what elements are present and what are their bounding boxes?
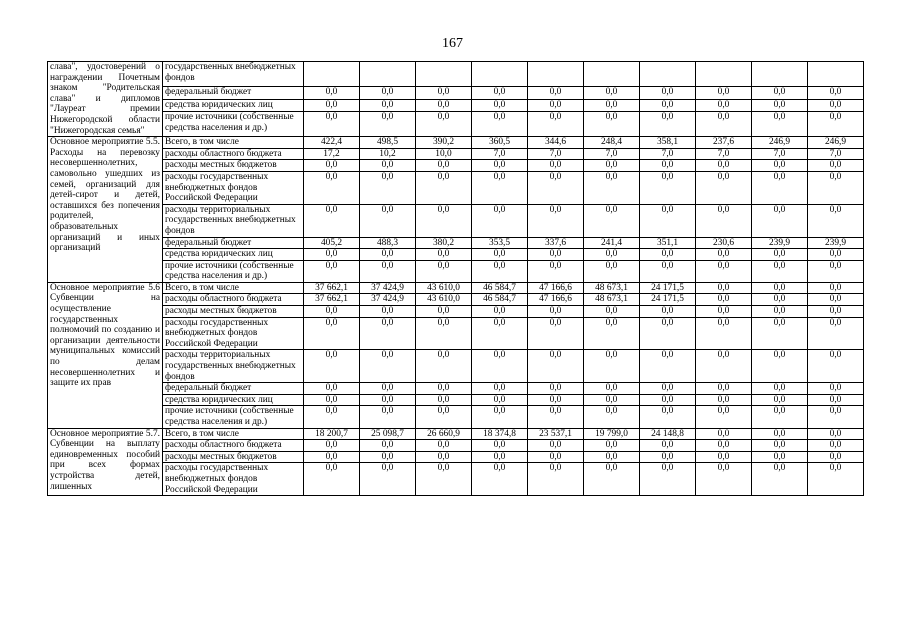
amount-cell: 0,0 [808,451,864,463]
amount-cell: 0,0 [752,306,808,318]
amount-cell: 0,0 [416,99,472,112]
amount-cell: 0,0 [528,249,584,261]
amount-cell: 0,0 [584,463,640,496]
amount-cell: 26 660,9 [416,428,472,440]
table-row [48,260,864,282]
amount-cell: 360,5 [472,137,528,149]
amount-cell: 0,0 [808,406,864,428]
amount-cell: 0,0 [416,317,472,350]
amount-cell: 405,2 [304,237,360,249]
amount-cell: 0,0 [528,171,584,204]
amount-cell: 0,0 [640,99,696,112]
table-row [48,383,864,395]
amount-cell: 7,0 [640,148,696,160]
amount-cell: 0,0 [808,463,864,496]
table-row [48,317,864,350]
amount-cell: 0,0 [640,306,696,318]
amount-cell: 0,0 [808,440,864,452]
amount-cell: 37 424,9 [360,294,416,306]
amount-cell: 0,0 [472,394,528,406]
funding-source-cell: средства юридических лиц [163,394,304,406]
amount-cell: 0,0 [472,249,528,261]
amount-cell: 0,0 [304,463,360,496]
amount-cell: 0,0 [528,86,584,99]
amount-cell: 0,0 [360,406,416,428]
amount-cell: 0,0 [696,463,752,496]
funding-source-cell: средства юридических лиц [163,99,304,112]
amount-cell: 0,0 [808,394,864,406]
amount-cell: 0,0 [808,112,864,137]
amount-cell: 0,0 [640,406,696,428]
amount-cell: 0,0 [528,160,584,172]
amount-cell: 0,0 [584,86,640,99]
amount-cell: 0,0 [416,112,472,137]
amount-cell: 0,0 [696,428,752,440]
amount-cell: 0,0 [752,171,808,204]
amount-cell: 0,0 [472,317,528,350]
amount-cell: 0,0 [640,204,696,237]
amount-cell: 24 171,5 [640,294,696,306]
amount-cell: 0,0 [640,86,696,99]
amount-cell: 0,0 [416,350,472,383]
amount-cell: 7,0 [472,148,528,160]
amount-cell: 0,0 [696,260,752,282]
amount-cell: 239,9 [752,237,808,249]
amount-cell: 0,0 [808,260,864,282]
amount-cell [584,62,640,87]
amount-cell: 46 584,7 [472,282,528,294]
amount-cell: 0,0 [304,260,360,282]
amount-cell: 0,0 [696,394,752,406]
amount-cell: 237,6 [696,137,752,149]
amount-cell: 0,0 [752,160,808,172]
amount-cell: 7,0 [696,148,752,160]
amount-cell: 0,0 [416,463,472,496]
amount-cell: 0,0 [304,317,360,350]
amount-cell: 25 098,7 [360,428,416,440]
amount-cell: 0,0 [584,394,640,406]
amount-cell: 0,0 [808,306,864,318]
amount-cell: 0,0 [696,99,752,112]
amount-cell: 37 662,1 [304,294,360,306]
amount-cell: 0,0 [304,204,360,237]
amount-cell: 48 673,1 [584,294,640,306]
amount-cell: 7,0 [528,148,584,160]
amount-cell: 0,0 [472,350,528,383]
funding-source-cell: прочие источники (собственные средства населения и др.) [163,406,304,428]
amount-cell: 0,0 [752,350,808,383]
activity-description: Основное мероприятие 5.5. Расходы на перевозку несовершеннолетних, самовольно ушедших из семей, организаций для детей-сирот и детей, оставшихся без попечения родителей, образовательных организаций и иных организаций [48,137,163,283]
amount-cell: 0,0 [360,249,416,261]
amount-cell: 0,0 [696,282,752,294]
amount-cell: 344,6 [528,137,584,149]
amount-cell: 0,0 [808,317,864,350]
amount-cell: 0,0 [472,86,528,99]
amount-cell: 0,0 [752,99,808,112]
amount-cell: 488,3 [360,237,416,249]
table-row [48,440,864,452]
amount-cell: 0,0 [416,451,472,463]
amount-cell [472,62,528,87]
funding-source-cell: средства юридических лиц [163,249,304,261]
amount-cell: 241,4 [584,237,640,249]
amount-cell: 0,0 [416,249,472,261]
amount-cell: 0,0 [752,428,808,440]
amount-cell: 0,0 [304,406,360,428]
amount-cell: 0,0 [640,350,696,383]
amount-cell: 0,0 [640,260,696,282]
amount-cell: 17,2 [304,148,360,160]
amount-cell: 0,0 [528,99,584,112]
amount-cell: 0,0 [360,160,416,172]
funding-source-cell: расходы территориальных государственных внебюджетных фондов [163,350,304,383]
amount-cell: 0,0 [360,112,416,137]
amount-cell: 0,0 [752,317,808,350]
amount-cell: 0,0 [304,99,360,112]
activity-description: Основное мероприятие 5.6 Субвенции на осуществление государственных полномочий по созданию и организации деятельности муниципальных комиссий по делам несовершеннолетних и защите их прав [48,282,163,428]
page-number: 167 [442,36,463,51]
amount-cell: 10,2 [360,148,416,160]
funding-source-cell: прочие источники (собственные средства населения и др.) [163,260,304,282]
amount-cell: 351,1 [640,237,696,249]
amount-cell: 10,0 [416,148,472,160]
amount-cell: 0,0 [640,463,696,496]
table-row [48,112,864,137]
amount-cell: 0,0 [640,112,696,137]
amount-cell: 7,0 [752,148,808,160]
amount-cell: 498,5 [360,137,416,149]
amount-cell: 0,0 [696,160,752,172]
amount-cell: 0,0 [360,306,416,318]
funding-source-cell: расходы областного бюджета [163,440,304,452]
amount-cell: 0,0 [752,112,808,137]
table-row [48,294,864,306]
amount-cell: 0,0 [640,317,696,350]
amount-cell: 0,0 [416,383,472,395]
amount-cell: 0,0 [304,306,360,318]
amount-cell: 0,0 [360,440,416,452]
amount-cell: 0,0 [360,86,416,99]
amount-cell: 0,0 [584,171,640,204]
amount-cell: 0,0 [472,451,528,463]
amount-cell [808,62,864,87]
amount-cell: 0,0 [752,204,808,237]
amount-cell: 0,0 [808,294,864,306]
amount-cell: 0,0 [304,249,360,261]
funding-source-cell: расходы государственных внебюджетных фондов Российской Федерации [163,317,304,350]
amount-cell: 0,0 [360,451,416,463]
table-row [48,137,864,149]
amount-cell: 0,0 [696,171,752,204]
amount-cell: 0,0 [360,383,416,395]
amount-cell: 0,0 [752,249,808,261]
amount-cell: 0,0 [584,440,640,452]
amount-cell [528,62,584,87]
amount-cell: 0,0 [360,204,416,237]
amount-cell: 0,0 [584,406,640,428]
amount-cell: 0,0 [752,463,808,496]
funding-source-cell: расходы областного бюджета [163,148,304,160]
table-row [48,204,864,237]
amount-cell: 0,0 [696,317,752,350]
amount-cell: 248,4 [584,137,640,149]
amount-cell: 0,0 [752,260,808,282]
amount-cell: 0,0 [696,350,752,383]
amount-cell: 0,0 [696,294,752,306]
amount-cell: 0,0 [696,204,752,237]
table-row [48,394,864,406]
amount-cell [640,62,696,87]
amount-cell: 0,0 [752,406,808,428]
table-row [48,350,864,383]
amount-cell: 0,0 [584,306,640,318]
amount-cell: 353,5 [472,237,528,249]
amount-cell: 239,9 [808,237,864,249]
amount-cell: 46 584,7 [472,294,528,306]
amount-cell: 0,0 [808,204,864,237]
amount-cell: 0,0 [696,406,752,428]
table-row [48,249,864,261]
amount-cell [752,62,808,87]
amount-cell: 0,0 [752,440,808,452]
amount-cell: 0,0 [360,99,416,112]
amount-cell: 0,0 [528,306,584,318]
table-row [48,160,864,172]
amount-cell: 0,0 [304,112,360,137]
amount-cell: 0,0 [752,294,808,306]
amount-cell [304,62,360,87]
amount-cell: 0,0 [416,160,472,172]
budget-table [47,61,864,496]
funding-source-cell: расходы местных бюджетов [163,306,304,318]
amount-cell: 0,0 [472,160,528,172]
amount-cell: 0,0 [304,440,360,452]
amount-cell: 24 148,8 [640,428,696,440]
amount-cell: 0,0 [752,282,808,294]
amount-cell: 0,0 [472,440,528,452]
table-row [48,237,864,249]
amount-cell: 0,0 [584,317,640,350]
amount-cell: 0,0 [640,383,696,395]
amount-cell: 0,0 [808,160,864,172]
amount-cell: 0,0 [416,394,472,406]
amount-cell: 0,0 [304,451,360,463]
amount-cell: 18 200,7 [304,428,360,440]
funding-source-cell: Всего, в том числе [163,428,304,440]
amount-cell: 0,0 [304,171,360,204]
amount-cell: 0,0 [528,463,584,496]
amount-cell: 0,0 [528,440,584,452]
amount-cell: 0,0 [584,383,640,395]
amount-cell: 18 374,8 [472,428,528,440]
amount-cell: 0,0 [360,317,416,350]
amount-cell: 37 424,9 [360,282,416,294]
funding-source-cell: расходы территориальных государственных внебюджетных фондов [163,204,304,237]
amount-cell [696,62,752,87]
amount-cell: 0,0 [808,249,864,261]
amount-cell: 0,0 [528,112,584,137]
amount-cell: 0,0 [808,428,864,440]
amount-cell: 0,0 [640,160,696,172]
amount-cell: 0,0 [752,86,808,99]
amount-cell: 0,0 [584,249,640,261]
amount-cell: 0,0 [640,249,696,261]
amount-cell: 0,0 [808,171,864,204]
amount-cell: 48 673,1 [584,282,640,294]
amount-cell: 0,0 [416,86,472,99]
funding-source-cell: расходы государственных внебюджетных фондов Российской Федерации [163,171,304,204]
amount-cell: 0,0 [472,260,528,282]
amount-cell: 7,0 [808,148,864,160]
funding-source-cell: расходы областного бюджета [163,294,304,306]
amount-cell: 0,0 [696,249,752,261]
amount-cell: 380,2 [416,237,472,249]
amount-cell: 0,0 [360,394,416,406]
funding-source-cell: федеральный бюджет [163,237,304,249]
activity-description: слава", удостоверений о награждении Почетным знаком "Родительская слава" и дипломов "Лауреат премии Нижегородской области "Нижегородская семья" [48,62,163,137]
table-row [48,282,864,294]
amount-cell: 0,0 [304,383,360,395]
amount-cell: 0,0 [304,86,360,99]
amount-cell: 0,0 [528,260,584,282]
funding-source-cell: федеральный бюджет [163,383,304,395]
amount-cell: 0,0 [472,383,528,395]
amount-cell: 0,0 [584,160,640,172]
amount-cell: 0,0 [640,171,696,204]
amount-cell: 0,0 [472,204,528,237]
amount-cell: 0,0 [752,383,808,395]
amount-cell: 0,0 [808,282,864,294]
amount-cell: 390,2 [416,137,472,149]
amount-cell: 0,0 [640,440,696,452]
funding-source-cell: Всего, в том числе [163,137,304,149]
amount-cell: 0,0 [304,394,360,406]
amount-cell: 0,0 [416,440,472,452]
funding-source-cell: федеральный бюджет [163,86,304,99]
amount-cell: 43 610,0 [416,282,472,294]
amount-cell: 0,0 [472,406,528,428]
funding-source-cell: расходы государственных внебюджетных фондов Российской Федерации [163,463,304,496]
amount-cell: 358,1 [640,137,696,149]
amount-cell: 0,0 [752,394,808,406]
amount-cell: 0,0 [584,260,640,282]
amount-cell: 0,0 [528,317,584,350]
funding-source-cell: расходы местных бюджетов [163,160,304,172]
table-row [48,99,864,112]
amount-cell: 0,0 [416,204,472,237]
amount-cell: 0,0 [360,463,416,496]
amount-cell: 23 537,1 [528,428,584,440]
table-row [48,406,864,428]
amount-cell: 0,0 [360,171,416,204]
amount-cell: 0,0 [808,350,864,383]
amount-cell: 0,0 [304,160,360,172]
table-row [48,428,864,440]
amount-cell: 0,0 [472,112,528,137]
amount-cell: 0,0 [472,463,528,496]
amount-cell: 230,6 [696,237,752,249]
table-row [48,62,864,87]
amount-cell [360,62,416,87]
amount-cell: 0,0 [528,383,584,395]
amount-cell: 0,0 [696,86,752,99]
amount-cell: 19 799,0 [584,428,640,440]
amount-cell: 24 171,5 [640,282,696,294]
amount-cell: 0,0 [360,260,416,282]
amount-cell: 0,0 [528,204,584,237]
amount-cell: 0,0 [584,350,640,383]
amount-cell: 0,0 [584,451,640,463]
amount-cell: 0,0 [584,204,640,237]
amount-cell: 0,0 [696,451,752,463]
activity-description: Основное мероприятие 5.7. Субвенции на выплату единовременных пособий при всех формах устройства детей, лишенных [48,428,163,496]
amount-cell: 0,0 [696,112,752,137]
amount-cell: 0,0 [304,350,360,383]
amount-cell: 0,0 [640,451,696,463]
table-row [48,463,864,496]
amount-cell: 47 166,6 [528,294,584,306]
amount-cell: 0,0 [528,406,584,428]
amount-cell: 43 610,0 [416,294,472,306]
amount-cell: 246,9 [808,137,864,149]
amount-cell: 0,0 [472,99,528,112]
amount-cell: 0,0 [472,306,528,318]
amount-cell: 7,0 [584,148,640,160]
amount-cell [416,62,472,87]
amount-cell: 0,0 [416,171,472,204]
table-body [48,62,864,496]
table-row [48,306,864,318]
funding-source-cell: Всего, в том числе [163,282,304,294]
table-row [48,148,864,160]
amount-cell: 0,0 [416,406,472,428]
amount-cell: 0,0 [696,306,752,318]
amount-cell: 246,9 [752,137,808,149]
amount-cell: 0,0 [696,383,752,395]
amount-cell: 0,0 [360,350,416,383]
funding-source-cell: государственных внебюджетных фондов [163,62,304,87]
amount-cell: 0,0 [584,99,640,112]
table-row [48,86,864,99]
amount-cell: 0,0 [472,171,528,204]
amount-cell: 0,0 [584,112,640,137]
amount-cell: 0,0 [640,394,696,406]
amount-cell: 0,0 [808,383,864,395]
amount-cell: 0,0 [528,451,584,463]
funding-source-cell: прочие источники (собственные средства населения и др.) [163,112,304,137]
amount-cell: 0,0 [752,451,808,463]
amount-cell: 0,0 [696,440,752,452]
amount-cell: 0,0 [528,394,584,406]
amount-cell: 37 662,1 [304,282,360,294]
amount-cell: 0,0 [808,86,864,99]
amount-cell: 0,0 [416,260,472,282]
table-row [48,451,864,463]
amount-cell: 422,4 [304,137,360,149]
amount-cell: 0,0 [528,350,584,383]
amount-cell: 0,0 [808,99,864,112]
amount-cell: 0,0 [416,306,472,318]
amount-cell: 47 166,6 [528,282,584,294]
funding-source-cell: расходы местных бюджетов [163,451,304,463]
amount-cell: 337,6 [528,237,584,249]
table-row [48,171,864,204]
